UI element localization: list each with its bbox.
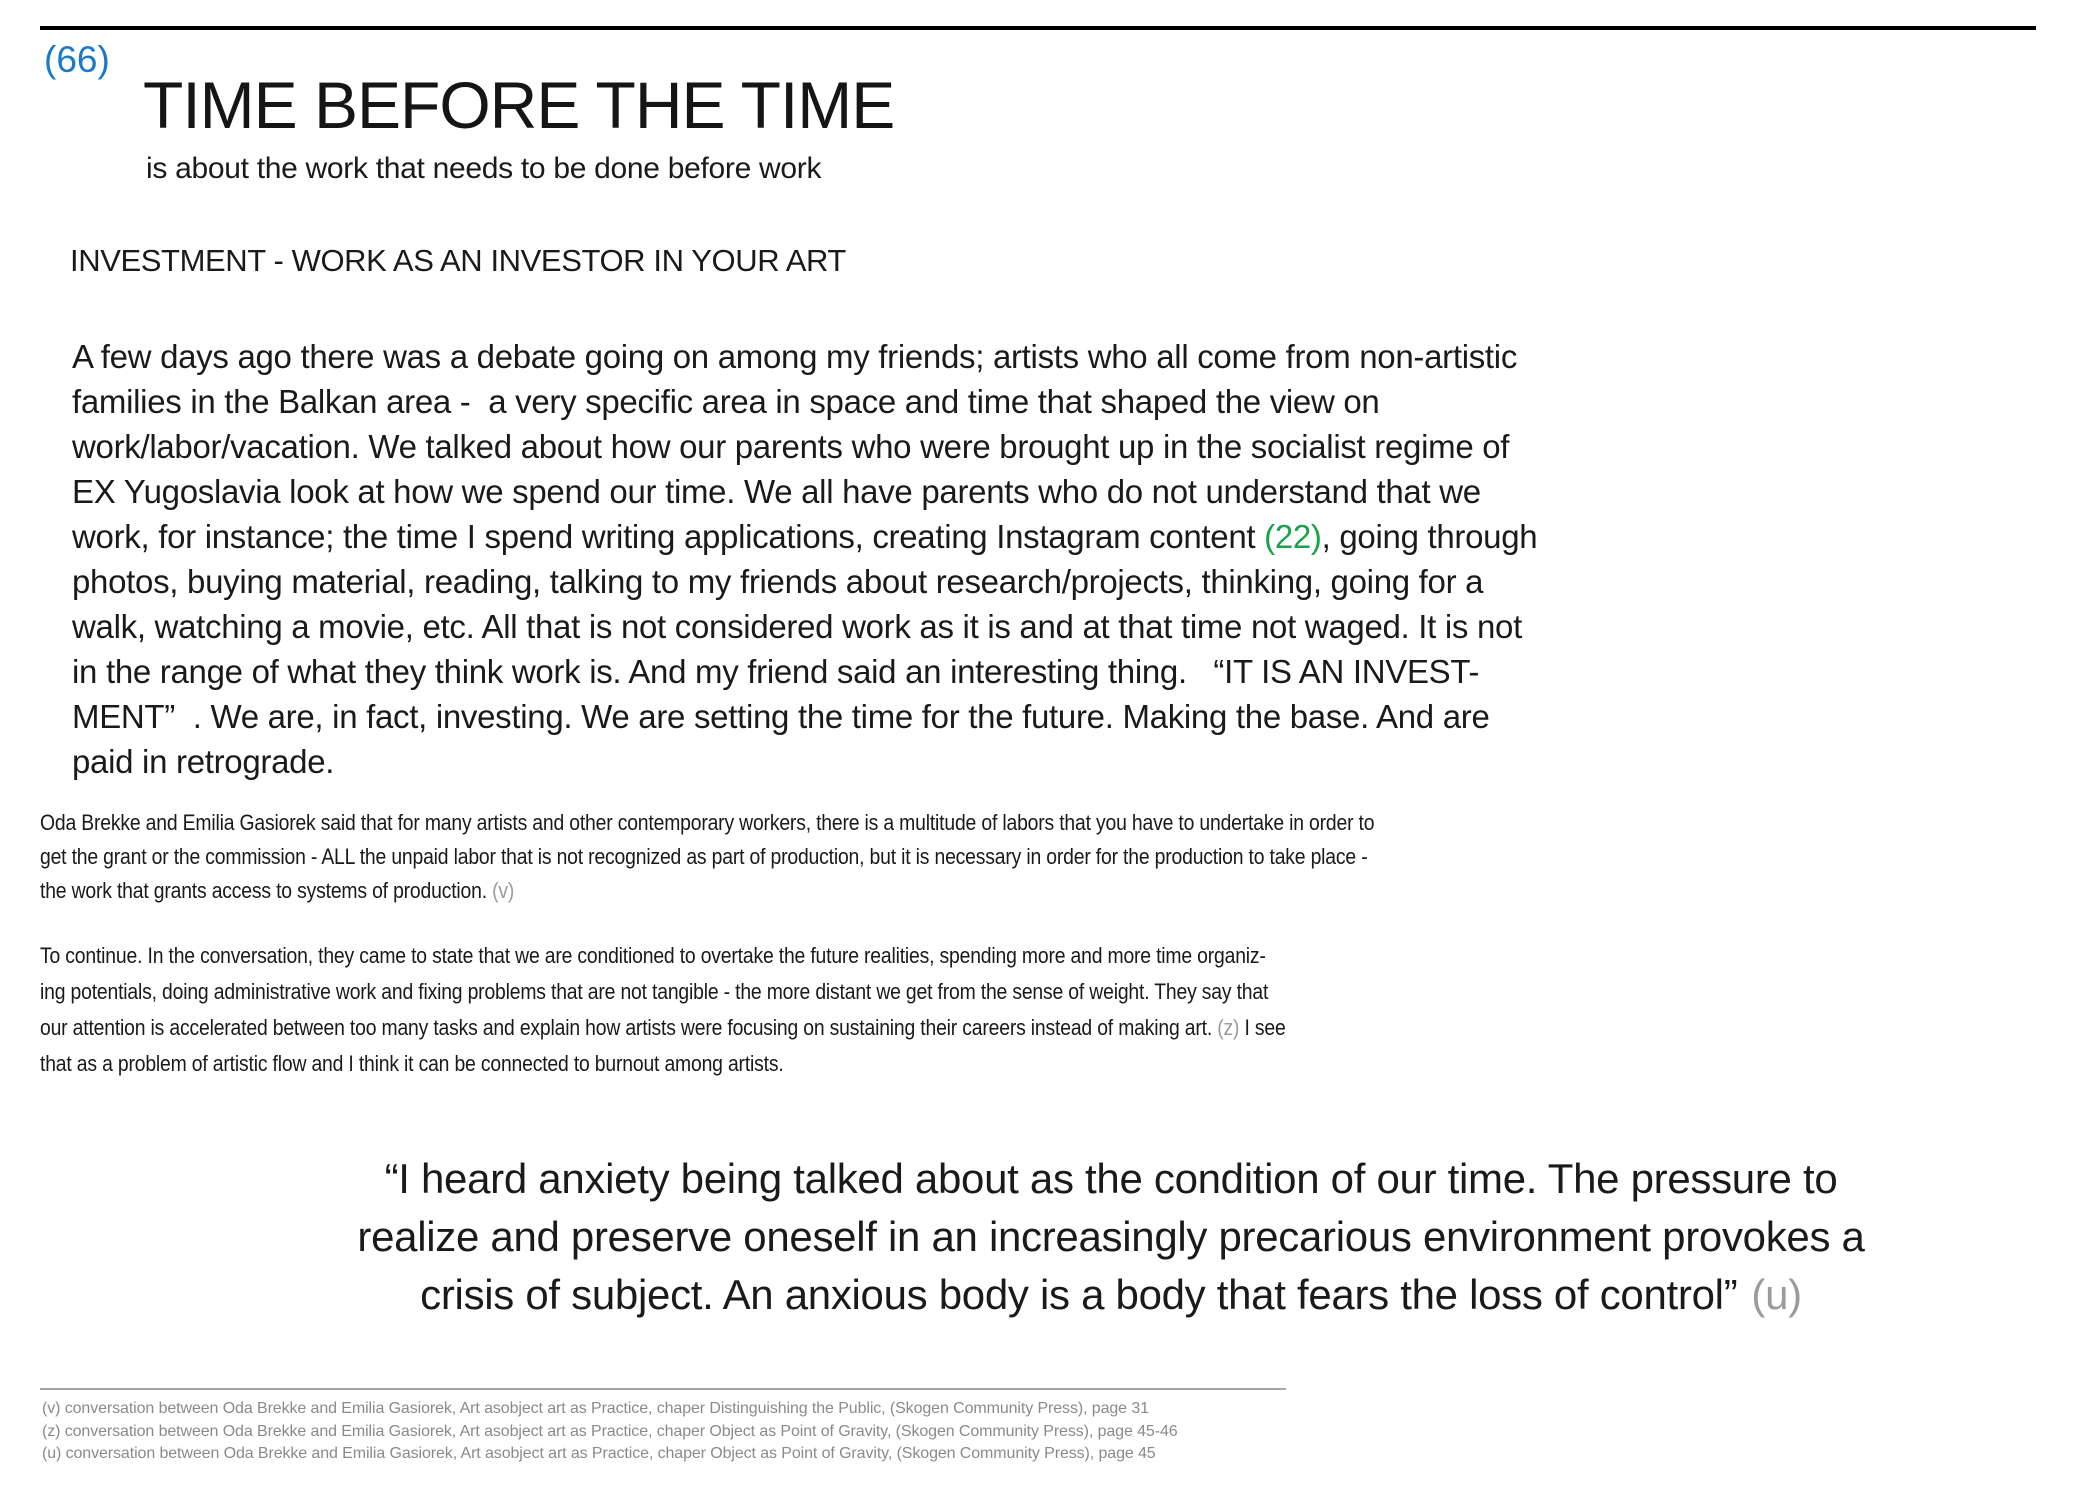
- note-line-text: our attention is accelerated between too many tasks and explain how artists were focusing on sustaining their careers instead of making art.: [40, 1015, 1218, 1040]
- note-line-with-ref: [40, 1010, 1286, 1046]
- note-line-text: I see: [1239, 1015, 1286, 1040]
- body-line: in the range of what they think work is. And my friend said an interesting thing. “IT IS AN INVEST-: [72, 653, 1480, 690]
- body-line: A few days ago there was a debate going on among my friends; artists who all come from non-artistic: [72, 338, 1518, 375]
- note-line-with-ref: [40, 874, 1374, 908]
- note-line: get the grant or the commission - ALL the unpaid labor that is not recognized as part of production, but it is necessary in order for the production to take place -: [40, 844, 1368, 869]
- footnotes-block: [42, 1398, 1178, 1466]
- footnote-v: (v) conversation between Oda Brekke and Emilia Gasiorek, Art asobject art as Practice, chaper Distinguishing the Public, (Skogen Community Press), page 31: [42, 1400, 1149, 1417]
- note-paragraph-continue: [40, 938, 1286, 1082]
- note-line: Oda Brekke and Emilia Gasiorek said that for many artists and other contemporary workers, there is a multitude of labors that you have to undertake in order to: [40, 810, 1375, 835]
- body-line-text: , going through: [1321, 518, 1538, 555]
- pull-quote: [230, 1150, 1992, 1324]
- instagram-content-ref: (22): [1264, 518, 1322, 555]
- footnote-ref-u: (u): [1751, 1271, 1802, 1318]
- note-line: To continue. In the conversation, they came to state that we are conditioned to overtake the future realities, spending more and more time organiz-: [40, 943, 1266, 968]
- footnote-u: (u) conversation between Oda Brekke and Emilia Gasiorek, Art asobject art as Practice, chaper Object as Point of Gravity, (Skogen Community Press), page 45: [42, 1445, 1156, 1462]
- page-subtitle: is about the work that needs to be done before work: [146, 152, 822, 185]
- footnote-z: (z) conversation between Oda Brekke and Emilia Gasiorek, Art asobject art as Practice, chaper Object as Point of Gravity, (Skogen Community Press), page 45-46: [42, 1422, 1178, 1440]
- body-line-text: work, for instance; the time I spend writing applications, creating Instagram content: [72, 518, 1265, 555]
- body-line: work/labor/vacation. We talked about how our parents who were brought up in the socialist regime of: [72, 428, 1510, 465]
- body-line: paid in retrograde.: [72, 743, 335, 780]
- footnote-ref-v: (v): [492, 878, 515, 903]
- section-heading: INVESTMENT - WORK AS AN INVESTOR IN YOUR ART: [70, 243, 846, 278]
- page-number: (66): [44, 39, 110, 80]
- body-line: families in the Balkan area - a very specific area in space and time that shaped the view on: [72, 383, 1380, 420]
- body-line: EX Yugoslavia look at how we spend our time. We all have parents who do not understand that we: [72, 473, 1481, 510]
- note-paragraph-brekke: [40, 806, 1374, 908]
- body-line: walk, watching a movie, etc. All that is not considered work as it is and at that time not waged. It is not: [72, 608, 1522, 645]
- note-line-text: the work that grants access to systems of production.: [40, 878, 493, 903]
- page-title: TIME BEFORE THE TIME: [143, 68, 895, 142]
- quote-line-with-ref: [230, 1266, 1992, 1324]
- main-paragraph: [72, 334, 1537, 784]
- note-line: ing potentials, doing administrative work and fixing problems that are not tangible - the more distant we get from the sense of weight. They say that: [40, 979, 1269, 1004]
- body-line: photos, buying material, reading, talking to my friends about research/projects, thinking, going for a: [72, 563, 1484, 600]
- footnote-ref-z: (z): [1217, 1015, 1240, 1040]
- top-rule-line: [40, 26, 2036, 30]
- note-line: that as a problem of artistic flow and I think it can be connected to burnout among artists.: [40, 1051, 784, 1076]
- body-line-with-ref: [72, 514, 1537, 559]
- quote-line: realize and preserve oneself in an increasingly precarious environment provokes a: [357, 1213, 1865, 1260]
- quote-line-text: crisis of subject. An anxious body is a body that fears the loss of control”: [420, 1271, 1738, 1318]
- body-line: MENT” . We are, in fact, investing. We are setting the time for the future. Making the base. And are: [72, 698, 1490, 735]
- footnote-divider-line: [40, 1388, 1286, 1390]
- quote-line: “I heard anxiety being talked about as the condition of our time. The pressure to: [384, 1155, 1838, 1202]
